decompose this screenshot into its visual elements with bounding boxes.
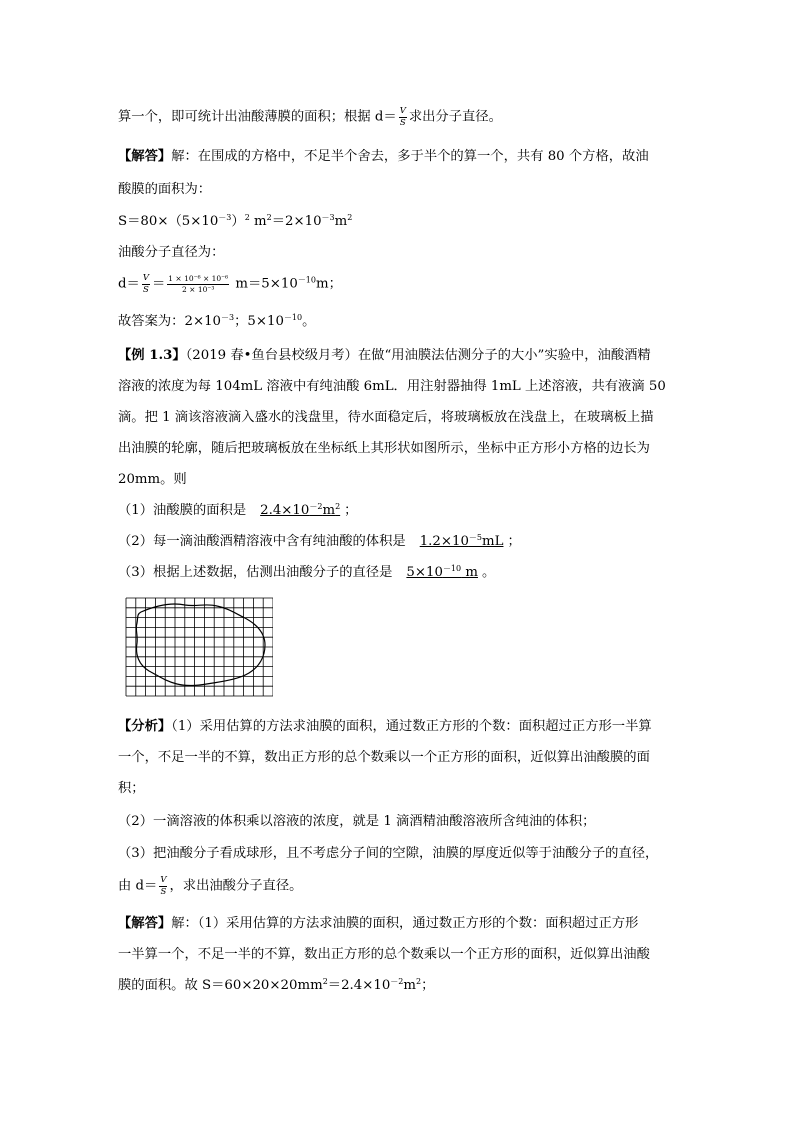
equation-diameter: d＝ $\frac{V}{S}$ ＝ $\frac{\text{1 × 10⁻⁶ × 10⁻⁶}}{\text{2 × 10⁻³}}$ $m=5\times 10^{-10}m$； [118, 273, 342, 295]
grid-lines [126, 598, 273, 696]
text-line: 油酸分子直径为： [118, 245, 225, 260]
question-2: （2）每一滴油酸酒精溶液中含有纯油酸的体积是 $1.2\times 10^{-5}mL$ ； [118, 532, 688, 552]
text-line: 膜的面积。故 $S=60\times 20\times 20mm^2=2.4\times 10^{-2}m^2$； [118, 977, 435, 993]
text-line: 由 d＝ $\frac{V}{S}$ ，求出油酸分子直径。 [118, 875, 303, 897]
text-line: （2）一滴溶液的体积乘以溶液的浓度，就是 1 滴酒精油酸溶液所含纯油的体积； [118, 814, 596, 829]
analysis-tag: 【分析】 [118, 719, 172, 734]
text-line: 溶液的浓度为每 104mL 溶液中有纯油酸 6mL．用注射器抽得 1mL 上述溶液，共有液滴 50 [118, 379, 666, 394]
solution-tag: 【解答】 [118, 916, 172, 931]
text-line: 滴。把 1 滴该溶液滴入盛水的浅盘里，待水面稳定后，将玻璃板放在浅盘上，在玻璃板上描 [118, 410, 654, 425]
text-line: 一个，不足一半的不算，数出正方形的总个数乘以一个正方形的面积，近似算出油酸膜的面 [118, 750, 650, 765]
text-line: 20mm。则 [118, 472, 187, 487]
text-line: 一半算一个，不足一半的不算，数出正方形的总个数乘以一个正方形的面积，近似算出油酸 [118, 947, 650, 962]
text-line: 积； [118, 781, 145, 796]
question-1: （1）油酸膜的面积是 $2.4\times 10^{-2}m^2$ ； [118, 501, 688, 521]
solution-line: 【解答】解：（1）采用估算的方法求油膜的面积，通过数正方形的个数：面积超过正方形 [118, 916, 639, 931]
fraction-v-over-s: $\frac{V}{S}$ [399, 106, 406, 128]
example-line: 【例 1.3】（2019 春•鱼台县校级月考）在做“用油膜法估测分子的大小”实验中，油酸酒精 [118, 348, 651, 363]
answer-blank: $5\times 10^{-10}$ m [406, 564, 478, 580]
answer-line: 故答案为：$2\times 10^{-3}$；$5\times 10^{-10}$。 [118, 313, 316, 329]
answer-blank: $2.4\times 10^{-2}m^2$ [260, 502, 341, 518]
analysis-line: 【分析】（1）采用估算的方法求油膜的面积，通过数正方形的个数：面积超过正方形一半算 [118, 719, 652, 734]
text-line: （3）把油酸分子看成球形，且不考虑分子间的空隙，油膜的厚度近似等于油酸分子的直径， [118, 846, 659, 861]
example-tag: 【例 1.3】 [118, 348, 186, 363]
fraction-v-over-s: $\frac{V}{S}$ [160, 875, 167, 897]
answer-blank: $1.2\times 10^{-5}mL$ [419, 533, 504, 549]
oil-film-grid-figure [125, 597, 273, 697]
solution-line: 【解答】解：在围成的方格中，不足半个舍去，多于半个的算一个，共有 80 个方格，故油 [118, 149, 649, 164]
fraction-v-over-s: $\frac{V}{S}$ [142, 273, 149, 295]
text-line: 酸膜的面积为： [118, 182, 212, 197]
fraction-volume-over-area: $\frac{\text{1 × 10⁻⁶ × 10⁻⁶}}{\text{2 × 10⁻³}}$ [168, 274, 229, 294]
text-line: 算一个，即可统计出油酸薄膜的面积；根据 d＝ $\frac{V}{S}$ 求出分子直径。 [118, 106, 502, 128]
solution-tag: 【解答】 [118, 149, 172, 164]
text-line: 出油膜的轮廓，随后把玻璃板放在坐标纸上其形状如图所示，坐标中正方形小方格的边长为 [118, 441, 650, 456]
question-3: （3）根据上述数据，估测出油酸分子的直径是 $5\times 10^{-10}$ m 。 [118, 563, 688, 583]
equation-area: $S=80\times(5\times 10^{-3})^2$ $m^2=2\times 10^{-3}m^2$ [118, 213, 353, 229]
